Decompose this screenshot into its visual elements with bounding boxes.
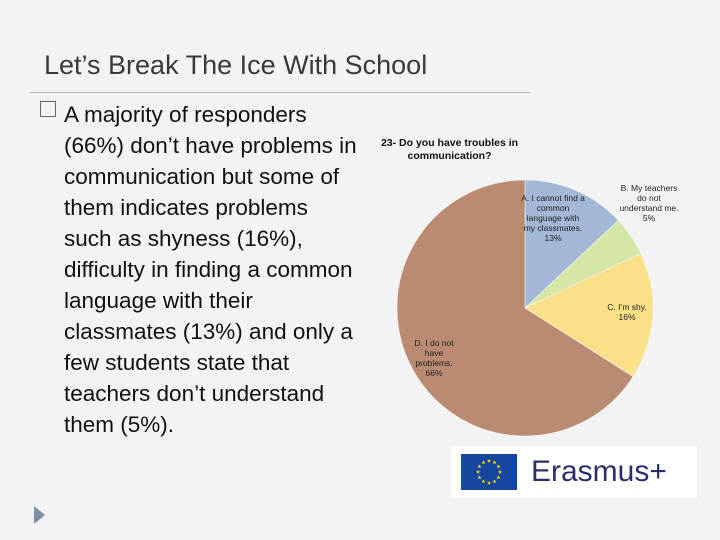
slice-label-a: A. I cannot find a common language with my classmates. 13% xyxy=(521,193,585,243)
chart-title: 23- Do you have troubles in communication? xyxy=(380,137,519,162)
eu-star-icon xyxy=(477,464,481,468)
eu-star-icon xyxy=(496,475,500,479)
slice-label-d: D. I do not have problems. 66% xyxy=(414,338,454,378)
page-title: Let’s Break The Ice With School xyxy=(44,50,428,80)
eu-star-icon xyxy=(487,459,491,463)
erasmus-logo xyxy=(451,446,697,498)
eu-star-icon xyxy=(476,470,480,474)
eu-star-icon xyxy=(492,460,496,464)
eu-flag-icon xyxy=(461,454,517,490)
eu-star-icon xyxy=(492,479,496,483)
slice-label-c: C. I’m shy. 16% xyxy=(607,302,647,322)
slice-label-b: B. My teachers do not understand me. 5% xyxy=(619,183,679,223)
bullet-text: majority of responders (66%) don’t have problems in communication but some of them indicates problems such as shyness (16%), difficulty in finding a common language with their classmates (13%) and only a few students state that teachers don’t understand them (5%). xyxy=(64,102,357,437)
eu-star-icon xyxy=(477,475,481,479)
eu-star-icon xyxy=(498,470,502,474)
eu-star-icon xyxy=(487,481,491,485)
erasmus-brand-text: Erasmus+ xyxy=(531,455,667,488)
bullet-lead: A xyxy=(64,102,78,127)
eu-star-icon xyxy=(481,460,485,464)
eu-star-icon xyxy=(481,479,485,483)
eu-star-icon xyxy=(496,464,500,468)
